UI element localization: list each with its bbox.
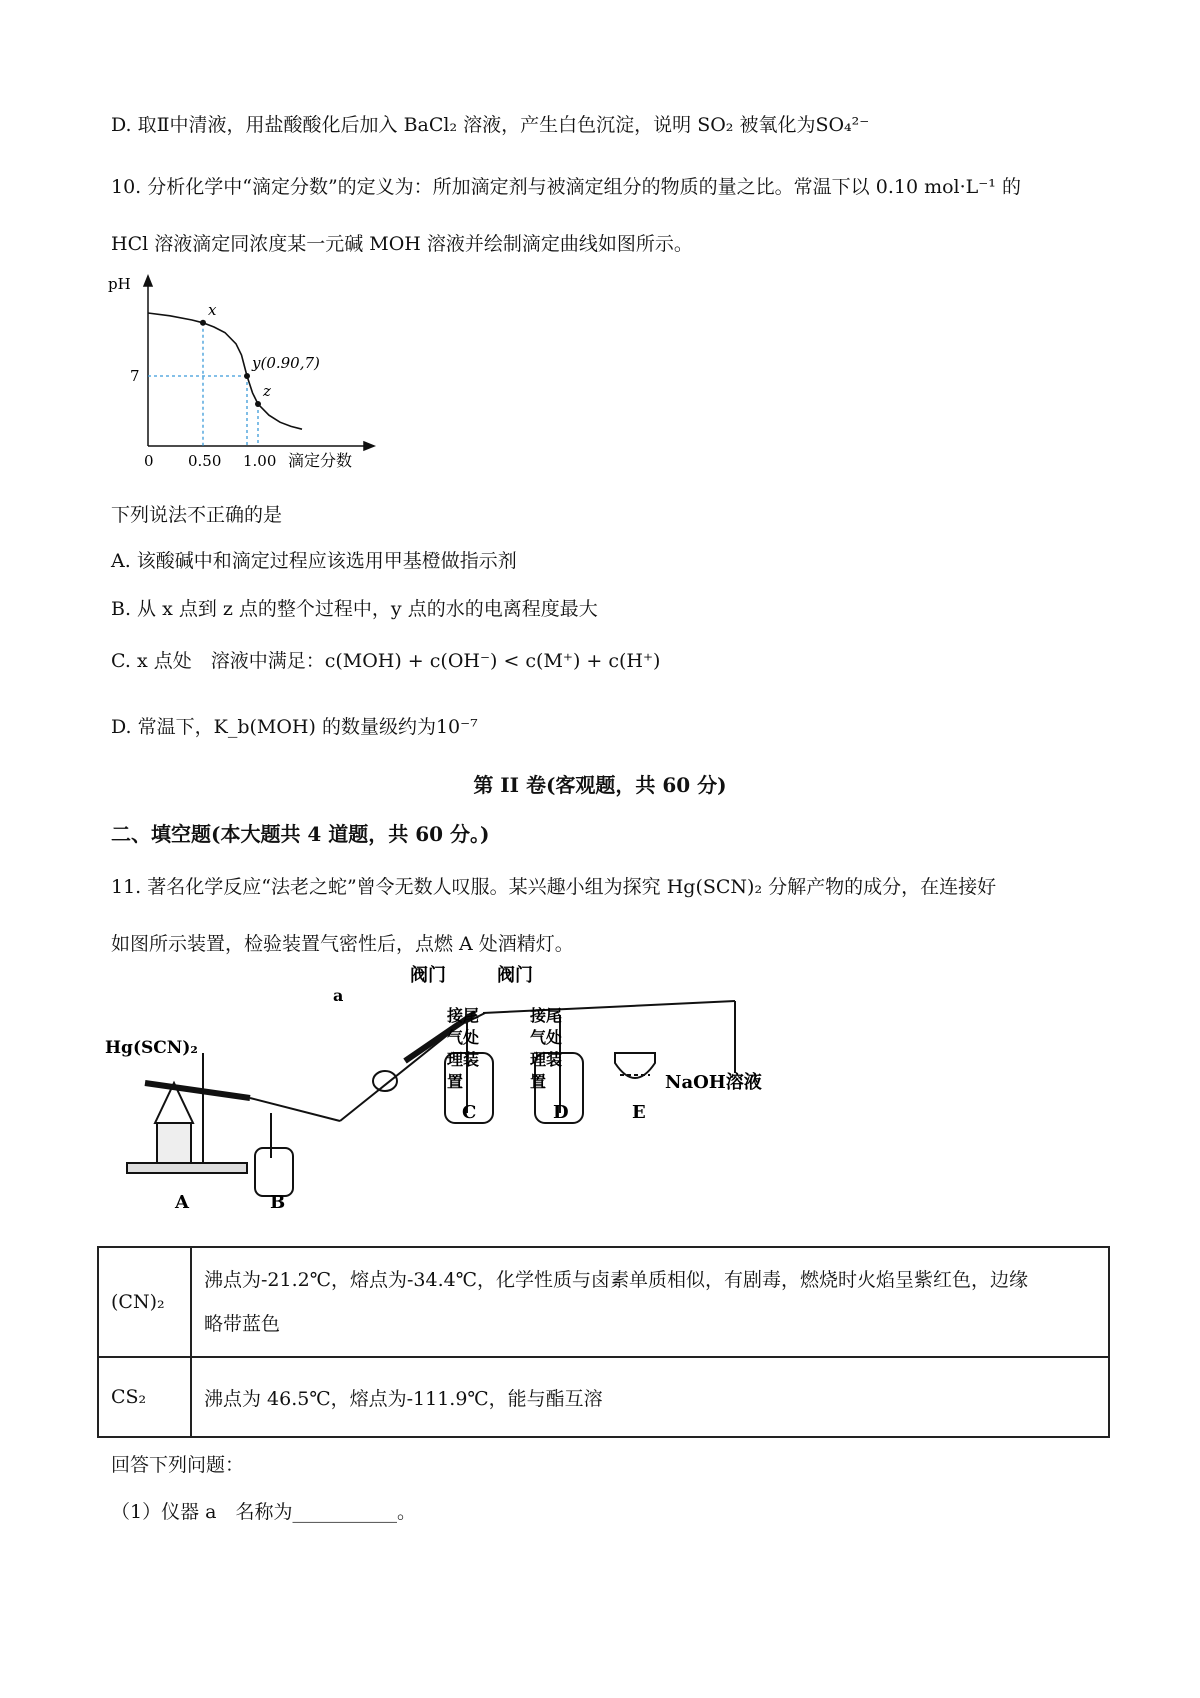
option-d: D. 常温下，K_b(MOH) 的数量级约为10⁻⁷	[111, 716, 478, 738]
property-line-2: 略带蓝色	[204, 1313, 281, 1335]
option-b: B. 从 x 点到 z 点的整个过程中，y 点的水的电离程度最大	[111, 598, 598, 620]
sub-question-1: （1）仪器 a 名称为___________。	[111, 1501, 416, 1523]
point-z	[255, 401, 261, 407]
point-label-x: x	[208, 300, 217, 319]
substance-cell: (CN)₂	[98, 1247, 191, 1357]
q11-stem-line2: 如图所示装置，检验装置气密性后，点燃 A 处酒精灯。	[111, 933, 574, 955]
q11-stem-line1: 11. 著名化学反应“法老之蛇”曾令无数人叹服。某兴趣小组为探究 Hg(SCN)₂ 分解产物的成分，在连接好	[111, 876, 997, 898]
substance-cell: CS₂	[98, 1357, 191, 1437]
tail-d-2: 气处	[530, 1028, 563, 1047]
point-x	[200, 320, 206, 326]
tail-d-1: 接尾	[530, 1006, 563, 1025]
section-2-heading: 二、填空题(本大题共 4 道题，共 60 分。)	[111, 822, 490, 846]
y-axis-label: pH	[108, 275, 131, 293]
q10-stem-line1: 10. 分析化学中“滴定分数”的定义为：所加滴定剂与被滴定组分的物质的量之比。常温下以 0.10 mol·L⁻¹ 的	[111, 176, 1021, 198]
property-cell: 沸点为 46.5℃，熔点为-111.9℃，能与酯互溶	[191, 1357, 1109, 1437]
label-b: B	[270, 1192, 286, 1213]
properties-table	[97, 1246, 1110, 1438]
tail-c-2: 气处	[447, 1028, 480, 1047]
valve-label-1: 阀门	[410, 965, 446, 986]
option-c: C. x 点处 溶液中满足：c(MOH) + c(OH⁻) < c(M⁺) + c(H⁺)	[111, 650, 661, 672]
label-e: E	[632, 1102, 646, 1123]
prev-option-d: D. 取Ⅱ中清液，用盐酸酸化后加入 BaCl₂ 溶液，产生白色沉淀，说明 SO₂ 被氧化为SO₄²⁻	[111, 114, 870, 136]
tail-d-3: 理装	[530, 1050, 563, 1069]
x-axis-label: 滴定分数	[288, 451, 353, 470]
x-tick-0: 0	[144, 452, 154, 470]
x-tick-100: 1.00	[243, 452, 277, 470]
option-a: A. 该酸碱中和滴定过程应该选用甲基橙做指示剂	[111, 550, 517, 572]
tail-d-4: 置	[530, 1072, 547, 1091]
naoh-label: NaOH溶液	[665, 1072, 762, 1093]
tail-c-1: 接尾	[447, 1006, 480, 1025]
q10-stem-line2: HCl 溶液滴定同浓度某一元碱 MOH 溶液并绘制滴定曲线如图所示。	[111, 233, 693, 255]
tail-c-3: 理装	[447, 1050, 480, 1069]
y-tick-7: 7	[130, 367, 140, 385]
label-a: A	[175, 1192, 189, 1213]
table-row	[98, 1247, 1109, 1357]
point-label-z: z	[263, 382, 271, 400]
instrument-a-label: a	[333, 986, 344, 1005]
label-d: D	[553, 1102, 569, 1123]
titration-chart	[108, 268, 408, 483]
tail-c-4: 置	[447, 1072, 464, 1091]
point-label-y: y(0.90,7)	[252, 354, 320, 372]
apparatus-diagram	[105, 963, 805, 1223]
label-c: C	[462, 1102, 477, 1123]
table-row	[98, 1357, 1109, 1437]
volume-2-title: 第 II 卷(客观题，共 60 分)	[473, 773, 727, 797]
point-y	[244, 373, 250, 379]
valve-label-2: 阀门	[497, 965, 533, 986]
answer-intro: 回答下列问题：	[111, 1454, 245, 1476]
property-cell	[191, 1247, 1109, 1357]
x-tick-050: 0.50	[188, 452, 222, 470]
property-line-1: 沸点为-21.2℃，熔点为-34.4℃，化学性质与卤素单质相似，有剧毒，燃烧时火焰呈紫红色，边缘	[204, 1269, 1028, 1291]
reagent-label: Hg(SCN)₂	[105, 1038, 198, 1058]
q10-question: 下列说法不正确的是	[111, 504, 283, 526]
